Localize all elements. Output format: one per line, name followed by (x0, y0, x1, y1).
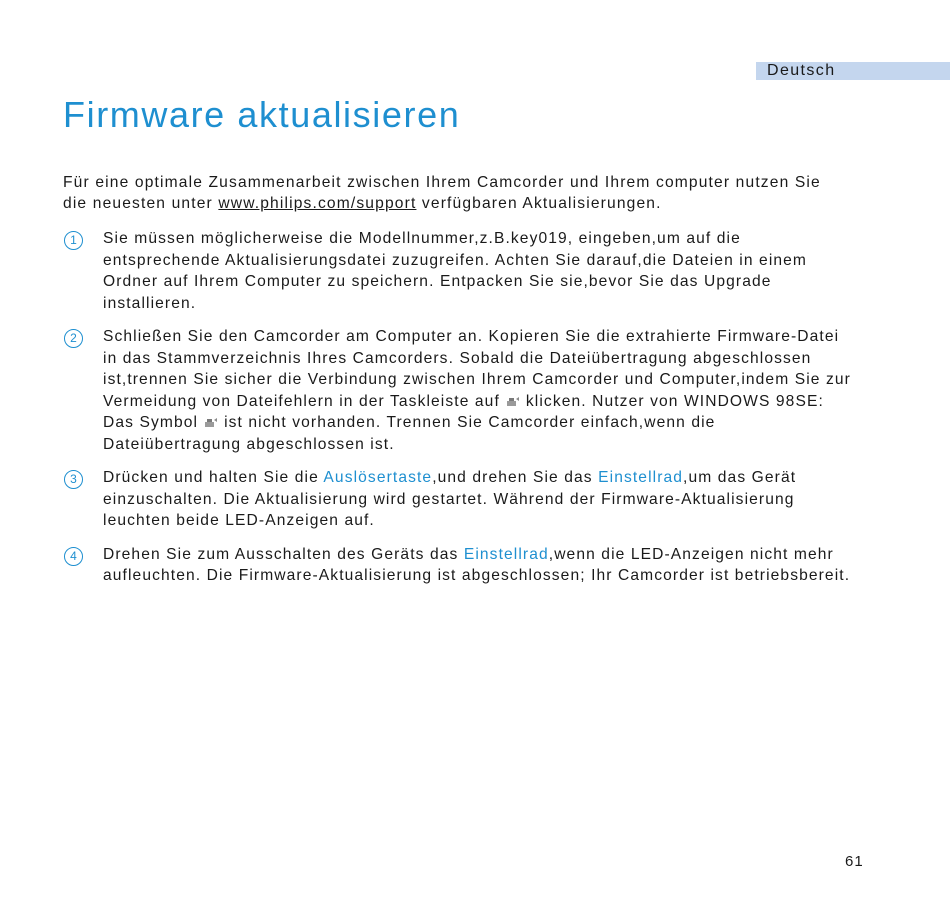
step-4-text-b: ,wenn die LED-Anzeigen nicht mehr aufleuchten. Die Firmware-Aktualisierung ist abgeschlossen; Ihr Camcorder ist betriebsbereit. (103, 545, 851, 584)
step-3-text-c: ,um das Gerät einzuschalten. Die Aktualisierung wird gestartet. Während der Firmware-Aktualisierung leuchten beide LED-Anzeigen auf. (103, 469, 797, 529)
language-label: Deutsch (767, 62, 836, 79)
step-number-1: 1 (64, 231, 83, 250)
safely-remove-hardware-icon (204, 417, 218, 428)
step-4 (63, 544, 853, 587)
support-link[interactable]: www.philips.com/support (218, 195, 417, 212)
intro-paragraph (63, 172, 843, 214)
steps-list (63, 228, 853, 599)
step-number-2: 2 (64, 329, 83, 348)
step-4-text-a: Drehen Sie zum Ausschalten des Geräts das (103, 545, 464, 563)
step-text (103, 544, 853, 587)
step-number-3: 3 (64, 470, 83, 489)
step-2 (63, 326, 853, 455)
step-2-text-b: klicken. Nutzer von WINDOWS 98SE: Das Symbol (103, 392, 824, 431)
page-title: Firmware aktualisieren (63, 94, 461, 135)
step-number-4: 4 (64, 547, 83, 566)
step-3 (63, 467, 853, 532)
step-text (103, 326, 853, 455)
page-number: 61 (845, 853, 864, 870)
step-3-text-a: Drücken und halten Sie die (103, 469, 324, 486)
language-tab (756, 62, 950, 80)
safely-remove-hardware-icon (506, 396, 520, 407)
step-2-text-a: Schließen Sie den Camcorder am Computer an. Kopieren Sie die extrahierte Firmware-Datei in das Stammverzeichnis Ihres Camcorders. Sobald die Dateiübertragung abgeschlossen ist,trennen Sie sicher die Verbindung zwischen Ihrem Camcorder und Computer,indem Sie zur Vermeidung von Dateifehlern in der Taskleiste auf (103, 328, 851, 410)
intro-text-before: Für eine optimale Zusammenarbeit zwischen Ihrem Camcorder und Ihrem computer nutzen Sie die neuesten unter (63, 174, 821, 212)
mode-dial-term: Einstellrad (598, 469, 684, 486)
mode-dial-term: Einstellrad (463, 545, 549, 563)
step-text: Sie müssen möglicherweise die Modellnummer,z.B.key019, eingeben,um auf die entsprechende Aktualisierungsdatei zuzugreifen. Achten Sie darauf,die Dateien in einem Ordner auf Ihrem Computer zu speichern. Entpacken Sie sie,bevor Sie das Upgrade installieren. (103, 230, 808, 312)
step-1 (63, 228, 853, 314)
step-2-text-c: ist nicht vorhanden. Trennen Sie Camcorder einfach,wenn die Dateiübertragung abgeschlossen ist. (103, 414, 716, 453)
step-text (103, 467, 853, 532)
shutter-button-term: Auslösertaste (323, 469, 433, 486)
intro-text-after: verfügbaren Aktualisierungen. (416, 195, 662, 212)
step-3-text-b: ,und drehen Sie das (432, 469, 599, 486)
